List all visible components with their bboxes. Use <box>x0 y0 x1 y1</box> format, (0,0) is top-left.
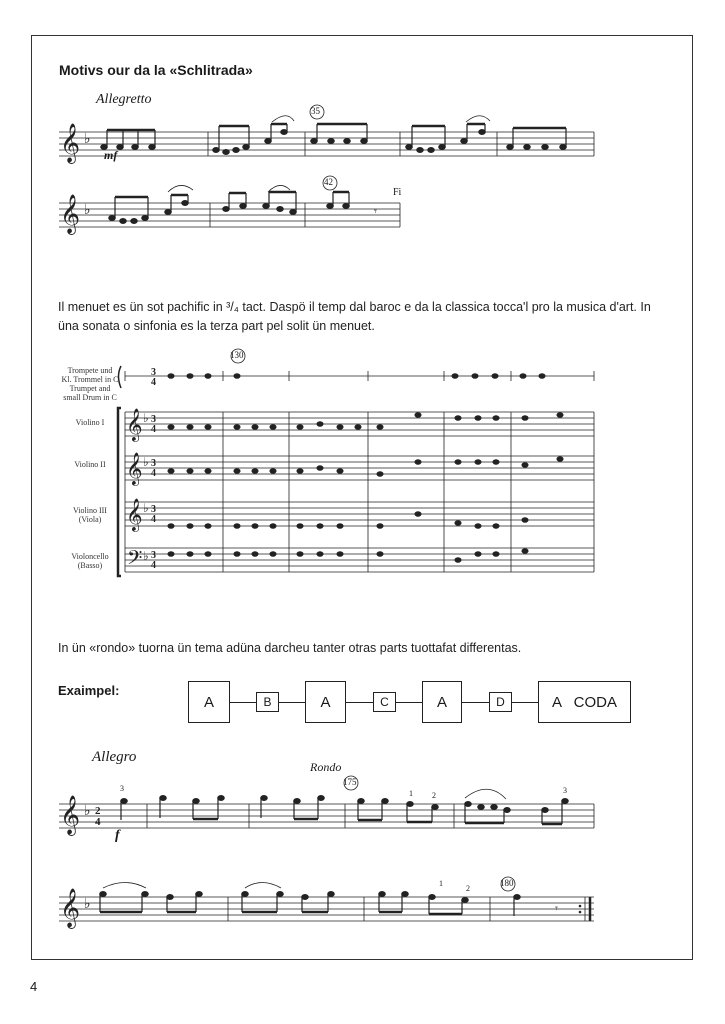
form-box-a1: A <box>188 681 230 723</box>
fingering-1: 3 <box>120 784 124 793</box>
dynamic-f: f <box>115 828 120 843</box>
treble-clef-icon: 𝄞 <box>126 498 143 531</box>
page-title: Motivs our da la «Schlitrada» <box>59 62 253 78</box>
svg-text:♭: ♭ <box>84 202 91 218</box>
rehearsal-number-180: 180 <box>500 878 514 888</box>
svg-text:♭: ♭ <box>84 896 91 912</box>
instrument-label-violino-1: Violino I <box>75 418 105 427</box>
svg-text:𝄾: 𝄾 <box>555 902 558 915</box>
svg-text:♭: ♭ <box>143 411 149 425</box>
tempo-marking-allegretto: Allegretto <box>96 92 152 107</box>
svg-text:4: 4 <box>95 816 101 828</box>
instrument-label-violino-2: Violino II <box>74 460 106 469</box>
page-number: 4 <box>30 979 38 994</box>
svg-text:♭: ♭ <box>143 501 149 515</box>
fingering-4: 3 <box>563 786 567 795</box>
form-box-b: B <box>256 692 279 712</box>
svg-text:𝄞: 𝄞 <box>60 123 81 163</box>
svg-text:4: 4 <box>151 514 156 525</box>
svg-text:4: 4 <box>151 560 156 571</box>
fingering-2: 1 <box>409 789 413 798</box>
paragraph-rondo: In ün «rondo» tuorna ün tema adüna darcheu tanter otras parts tuottafat differentas. <box>58 641 522 655</box>
rehearsal-number-175: 175 <box>343 777 357 787</box>
svg-text:♭: ♭ <box>84 803 91 819</box>
section-label-rondo: Rondo <box>310 760 342 774</box>
svg-text:♭: ♭ <box>143 549 149 563</box>
fingering-5: 1 <box>439 879 443 888</box>
form-box-c: C <box>373 692 396 712</box>
paragraph-menuet: Il menuet es ün sot pachific in ³/₄ tact. Daspö il temp dal baroc e da la classica tocca'l pro la musica d'art. In üna sonata o sinfonia es la terza part pel solit ün menuet. <box>58 300 651 333</box>
svg-text:3: 3 <box>151 458 156 469</box>
svg-text:𝄞: 𝄞 <box>60 194 81 234</box>
svg-text:3: 3 <box>151 550 156 561</box>
svg-text:4: 4 <box>151 377 156 388</box>
rehearsal-number-35: 35 <box>311 106 320 116</box>
treble-clef-icon: 𝄞 <box>60 795 81 835</box>
treble-clef-icon: 𝄞 <box>60 888 81 928</box>
svg-text:3: 3 <box>151 414 156 425</box>
form-box-a-coda: A CODA <box>538 681 631 723</box>
svg-text:♭: ♭ <box>143 455 149 469</box>
svg-text:3: 3 <box>151 367 156 378</box>
bass-clef-icon: 𝄢 <box>127 546 143 574</box>
fine-mark: Fi <box>393 187 402 198</box>
form-box-a3: A <box>422 681 462 723</box>
instrument-label-trumpet: Trompete und Kl. Trommel in C Trumpet and small Drum in C <box>61 366 119 402</box>
svg-text:4: 4 <box>151 468 156 479</box>
svg-text:3: 3 <box>151 504 156 515</box>
treble-clef-icon: 𝄞 <box>126 408 143 441</box>
tempo-marking-allegro: Allegro <box>92 749 137 765</box>
svg-text:♭: ♭ <box>84 131 91 147</box>
dynamic-mf: mf <box>104 148 118 162</box>
form-box-d: D <box>489 692 512 712</box>
instrument-label-violoncello: Violoncello (Basso) <box>71 552 109 570</box>
svg-text:4: 4 <box>151 424 156 435</box>
svg-text:𝄾: 𝄾 <box>374 205 377 218</box>
instrument-label-viola: Violino III (Viola) <box>73 506 107 524</box>
fingering-3: 2 <box>432 791 436 800</box>
form-box-a2: A <box>305 681 346 723</box>
svg-text:2: 2 <box>95 805 101 817</box>
fingering-6: 2 <box>466 884 470 893</box>
rehearsal-number-130: 130 <box>230 350 244 360</box>
example-label: Exaimpel: <box>58 683 120 698</box>
treble-clef-icon: 𝄞 <box>126 452 143 485</box>
rehearsal-number-42: 42 <box>324 177 333 187</box>
